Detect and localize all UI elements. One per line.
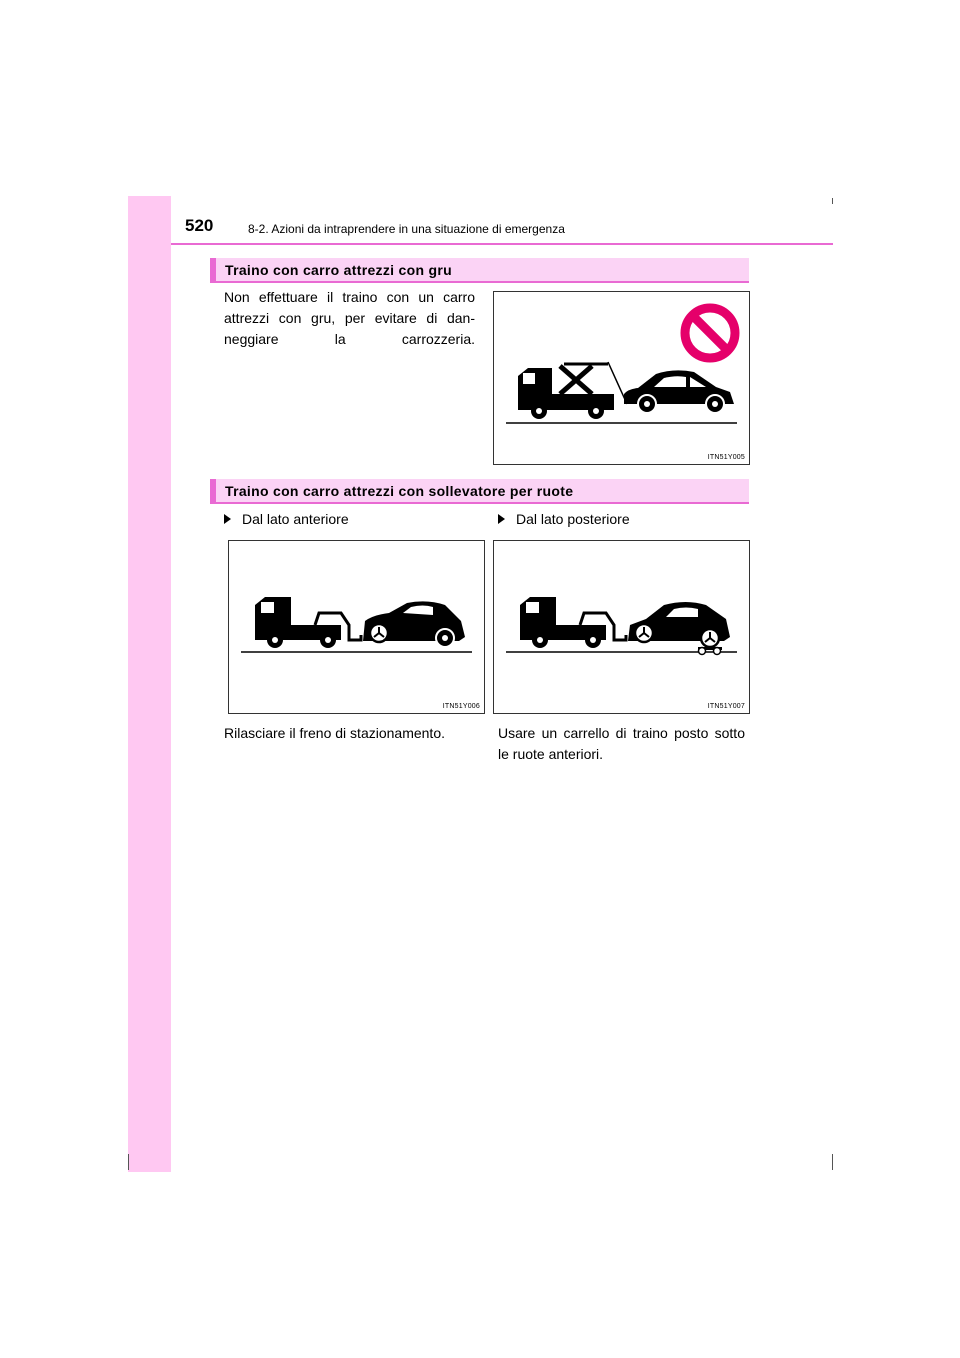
page-number: 520 bbox=[185, 216, 214, 235]
triangle-bullet-icon bbox=[498, 514, 505, 524]
car-icon bbox=[628, 602, 730, 647]
front-tow-figure bbox=[228, 540, 485, 714]
header-rule bbox=[171, 243, 833, 245]
tow-truck-icon bbox=[255, 597, 361, 648]
crop-mark bbox=[832, 198, 833, 204]
front-caption: Rilasciare il freno di stazionamento. bbox=[224, 725, 445, 741]
figure-code: ITN51Y006 bbox=[442, 703, 480, 710]
crop-mark bbox=[128, 1154, 129, 1170]
tow-dolly-icon bbox=[698, 647, 722, 655]
section-heading-crane bbox=[210, 258, 749, 283]
triangle-bullet-icon bbox=[224, 514, 231, 524]
rear-caption: Usare un carrello di traino posto sotto le ruote anteriori. bbox=[498, 725, 745, 762]
car-icon bbox=[363, 601, 465, 647]
front-label: Dal lato anteriore bbox=[224, 511, 349, 527]
crane-tow-figure bbox=[493, 291, 750, 465]
rear-label: Dal lato posteriore bbox=[498, 511, 630, 527]
figure-code: ITN51Y007 bbox=[707, 703, 745, 710]
prohibited-icon bbox=[685, 308, 735, 358]
section-title: Traino con carro attrezzi con gru bbox=[225, 262, 452, 278]
tow-truck-icon bbox=[520, 597, 626, 648]
tow-truck-crane-icon bbox=[518, 362, 627, 419]
crop-mark bbox=[832, 1154, 833, 1170]
rear-tow-figure bbox=[493, 540, 750, 714]
section-title: Traino con carro attrezzi con sollevatore per ruote bbox=[225, 483, 574, 499]
figure-code: ITN51Y005 bbox=[707, 454, 745, 461]
side-color-band bbox=[128, 196, 171, 1172]
section-heading-wheel-lift bbox=[210, 479, 749, 504]
chapter-title: 8-2. Azioni da intraprendere in una situazione di emergenza bbox=[248, 222, 565, 236]
section1-body: Non effettuare il traino con un carro attrezzi con gru, per evitare di dan-neggiare la carrozzeria. bbox=[224, 289, 475, 347]
car-icon bbox=[624, 370, 734, 413]
